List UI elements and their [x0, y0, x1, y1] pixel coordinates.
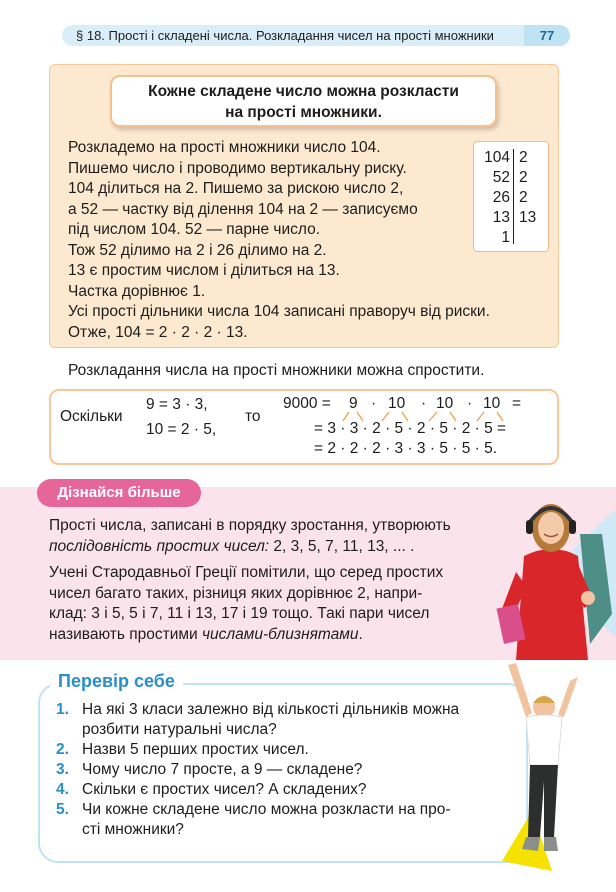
rule-title-line: Кожне складене число можна розкласти — [148, 83, 459, 100]
question-text: Скільки є простих чисел? А складених? — [82, 781, 367, 798]
text-span: . — [358, 625, 363, 643]
term: · — [371, 395, 377, 412]
text-line: 104 ділиться на 2. Пишемо за рискою число 2, — [68, 180, 404, 197]
rule-title-line: на прості множники. — [225, 104, 382, 121]
table-row — [474, 228, 550, 248]
equation-line: = 2 · 2 · 2 · 3 · 3 · 5 · 5 · 5. — [314, 440, 498, 457]
divisor: 2 — [519, 189, 528, 206]
list-item — [56, 760, 459, 780]
italic-term: числами-близнятами — [201, 625, 359, 643]
list-item — [56, 740, 459, 760]
text-line: Прості числа, записані в порядку зростання, утворюють — [49, 517, 451, 534]
text-line: чисел багато таких, різниця яких дорівнює 2, напри- — [49, 584, 423, 602]
jumping-boy-illustration — [492, 661, 612, 871]
since-label: Оскільки — [60, 408, 123, 425]
section-title: § 18. Прості і складені числа. Розкладання чисел на прості множники — [76, 28, 494, 43]
table-row — [474, 168, 550, 188]
text-line: Тож 52 ділимо на 2 і 26 ділимо на 2. — [68, 241, 327, 259]
text-line — [49, 625, 451, 646]
divisor: 13 — [519, 209, 537, 226]
question-list — [56, 700, 459, 840]
text-line: Розкладемо на прості множники число 104. — [68, 139, 381, 156]
question-text: Чи кожне складене число можна розкласти на про- — [82, 801, 451, 818]
question-text: розбити натуральні числа? — [82, 721, 277, 738]
term: 10 — [388, 395, 406, 412]
text-line: Отже, 104 = 2 · 2 · 2 · 13. — [68, 323, 248, 341]
text-span: називають простими — [49, 625, 202, 643]
term: · — [467, 395, 473, 412]
list-item — [56, 800, 459, 840]
learn-more-text — [49, 516, 451, 645]
text-span: 2, 3, 5, 7, 11, 13, ... . — [269, 537, 415, 555]
equation: 9 = 3 · 3, — [146, 396, 208, 413]
table-row — [474, 208, 550, 228]
text-line: 13 є простим числом і ділиться на 13. — [68, 262, 340, 279]
girl-with-books-illustration — [494, 494, 614, 660]
question-number: 5. — [56, 801, 69, 818]
page-header — [62, 25, 570, 46]
table-row — [474, 148, 550, 168]
term: 10 — [436, 395, 454, 412]
equation-lhs: 9000 = — [283, 395, 331, 412]
dividend: 1 — [501, 229, 510, 246]
dividend: 13 — [492, 209, 510, 226]
term: 9 — [349, 395, 358, 412]
equation-line: = 3 · 3 · 2 · 5 · 2 · 5 · 2 · 5 = — [314, 420, 507, 437]
dividend: 52 — [492, 169, 510, 186]
rule-title — [110, 75, 497, 127]
list-item — [56, 780, 459, 800]
term: = — [512, 395, 522, 412]
term: · — [421, 395, 427, 412]
question-number: 2. — [56, 741, 69, 758]
table-row — [474, 188, 550, 208]
learn-more-badge: Дізнайся більше — [37, 479, 201, 507]
question-text: Назви 5 перших простих чисел. — [82, 741, 309, 758]
equation: 10 = 2 · 5, — [146, 421, 217, 438]
term: 10 — [483, 395, 501, 412]
list-item — [56, 700, 459, 740]
dividend: 104 — [484, 149, 510, 166]
question-text: сті множники? — [82, 821, 184, 838]
text-line: а 52 — частку від ділення 104 на 2 — записуємо — [68, 200, 418, 218]
then-label: то — [245, 408, 261, 425]
divisor: 2 — [519, 149, 528, 166]
dividend: 26 — [492, 189, 510, 206]
text-line: Пишемо число і проводимо вертикальну риску. — [68, 159, 407, 177]
text-line: під числом 104. 52 — парне число. — [68, 221, 321, 238]
factorization-table — [473, 141, 549, 252]
simplify-text: Розкладання числа на прості множники можна спростити. — [68, 362, 485, 379]
check-yourself-title: Перевір себе — [50, 671, 183, 692]
question-text: Чому число 7 просте, а 9 — складене? — [82, 761, 363, 778]
question-number: 4. — [56, 781, 69, 798]
question-number: 1. — [56, 701, 69, 718]
page-number: 77 — [524, 25, 570, 46]
text-line: Усі прості дільники числа 104 записані праворуч від риски. — [68, 303, 490, 320]
divisor: 2 — [519, 169, 528, 186]
question-text: На які 3 класи залежно від кількості дільників можна — [82, 701, 460, 718]
text-line: Частка дорівнює 1. — [68, 282, 206, 300]
text-line: Учені Стародавньої Греції помітили, що серед простих — [49, 564, 444, 581]
text-line: клад: 3 і 5, 5 і 7, 11 і 13, 17 і 19 тощо. Такі пари чисел — [49, 605, 430, 622]
italic-term: послідовність простих чисел: — [49, 537, 270, 555]
text-line — [49, 537, 451, 558]
question-number: 3. — [56, 761, 69, 778]
